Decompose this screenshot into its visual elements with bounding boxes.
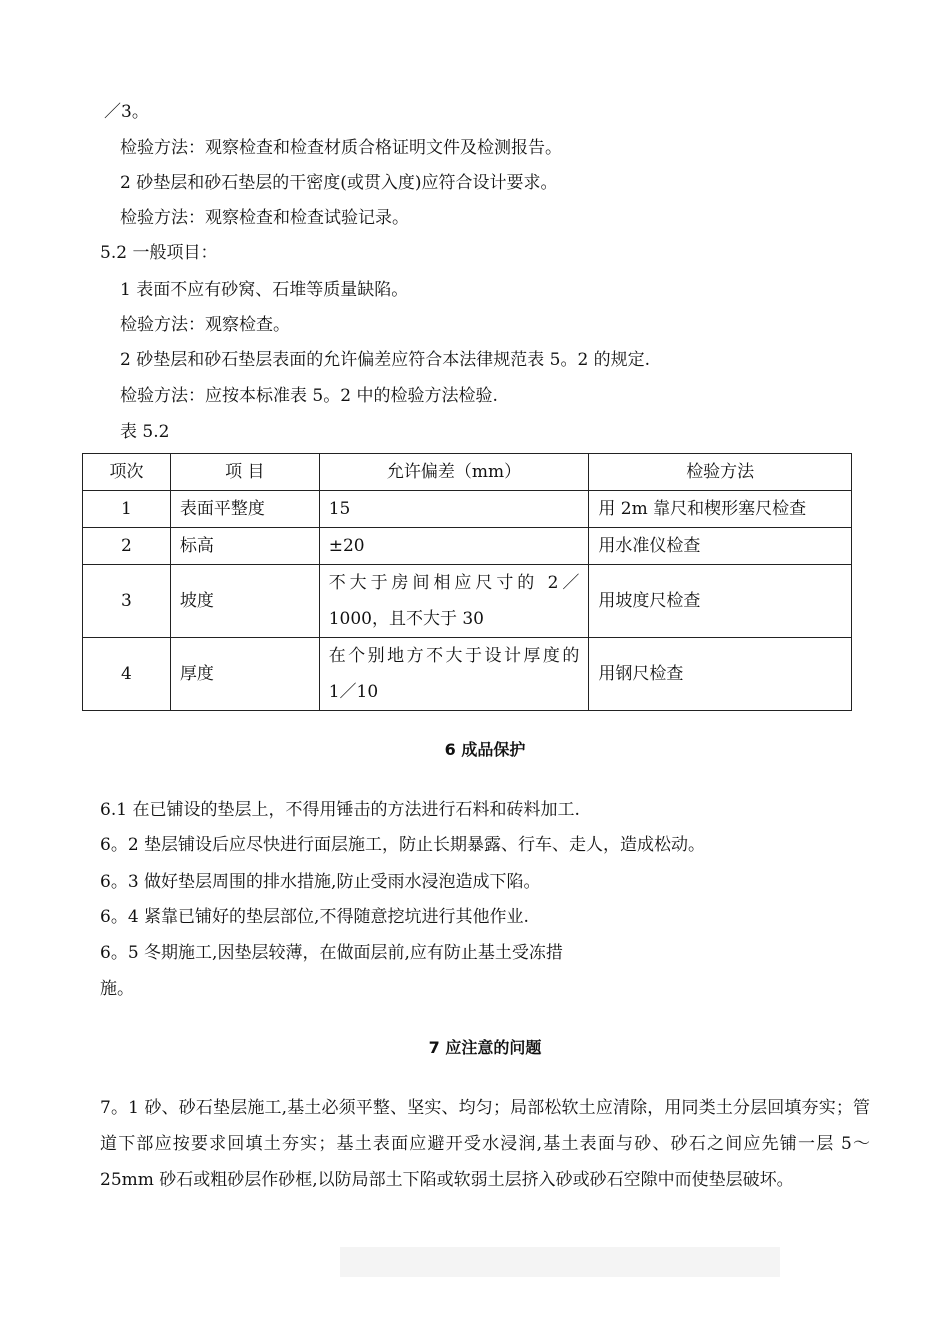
table-cell-item: 表面平整度 [170, 491, 319, 528]
paragraph: 7。1 砂、砂石垫层施工,基土必须平整、坚实、均匀；局部松软土应清除，用同类土分层回填夯实；管道下部应按要求回填土夯实；基土表面应避开受水浸润,基土表面与砂、砂石之间应先铺一层 5～25mm 砂石或粗砂层作砂框,以防局部土下陷或软弱土层挤入砂或砂石空隙中而使垫层破坏。 [100, 1098, 870, 1190]
table-cell-no: 4 [83, 638, 171, 711]
tolerance-line: 不大于房间相应尺寸的 2／ [328, 573, 580, 593]
text-line: 检验方法：观察检查和检查试验记录。 [120, 208, 409, 228]
tolerance-line: 1／10 [328, 682, 379, 702]
table-row [83, 491, 852, 528]
table-cell-no: 3 [83, 565, 171, 638]
tolerance-line: 1000，且不大于 30 [328, 609, 485, 629]
text-line: 施。 [100, 979, 134, 999]
section-heading: 5.2 一般项目： [100, 243, 218, 263]
text-line: 6.1 在已铺设的垫层上，不得用锤击的方法进行石料和砖料加工. [100, 800, 580, 820]
table-cell-method: 用 2m 靠尺和楔形塞尺检查 [589, 491, 852, 528]
table-cell-item: 标高 [170, 528, 319, 565]
table-caption: 表 5.2 [120, 422, 170, 442]
table-cell-tolerance [319, 565, 589, 638]
text-line: ／3。 [104, 102, 149, 122]
table-cell-tolerance: 15 [319, 491, 589, 528]
table-header-cell: 项 目 [170, 454, 319, 491]
text-line: 检验方法：应按本标准表 5。2 中的检验方法检验. [120, 386, 498, 406]
table-cell-tolerance [319, 638, 589, 711]
table-cell-item: 厚度 [170, 638, 319, 711]
text-line: 检验方法：观察检查。 [120, 315, 290, 335]
table-row [83, 565, 852, 638]
text-line: 2 砂垫层和砂石垫层表面的允许偏差应符合本法律规范表 5。2 的规定. [120, 350, 651, 370]
table-row [83, 638, 852, 711]
text-line: 6。3 做好垫层周围的排水措施,防止受雨水浸泡造成下陷。 [100, 872, 541, 892]
table-cell-method: 用水准仪检查 [589, 528, 852, 565]
tolerance-table [82, 453, 852, 711]
text-line: 6。5 冬期施工,因垫层较薄，在做面层前,应有防止基土受冻措 [100, 943, 563, 963]
table-cell-method: 用钢尺检查 [589, 638, 852, 711]
table-header-cell: 检验方法 [589, 454, 852, 491]
table-cell-item: 坡度 [170, 565, 319, 638]
table-header-cell: 项次 [83, 454, 171, 491]
table-cell-no: 2 [83, 528, 171, 565]
text-line: 1 表面不应有砂窝、石堆等质量缺陷。 [120, 280, 409, 300]
text-line: 2 砂垫层和砂石垫层的干密度(或贯入度)应符合设计要求。 [120, 173, 558, 193]
watermark-graphic [340, 1242, 780, 1282]
text-line: 6。2 垫层铺设后应尽快进行面层施工，防止长期暴露、行车、走人，造成松动。 [100, 835, 706, 855]
table-header-cell: 允许偏差（mm） [319, 454, 589, 491]
section-6-title: 6 成品保护 [444, 740, 526, 759]
tolerance-line: 在个别地方不大于设计厚度的 [328, 646, 580, 666]
table-row [83, 528, 852, 565]
text-line: 检验方法：观察检查和检查材质合格证明文件及检测报告。 [120, 138, 562, 158]
section-7-title: 7 应注意的问题 [428, 1038, 542, 1057]
table-cell-tolerance: ±20 [319, 528, 589, 565]
table-header-row [83, 454, 852, 491]
table-cell-method: 用坡度尺检查 [589, 565, 852, 638]
text-line: 6。4 紧靠已铺好的垫层部位,不得随意挖坑进行其他作业. [100, 907, 529, 927]
table-cell-no: 1 [83, 491, 171, 528]
